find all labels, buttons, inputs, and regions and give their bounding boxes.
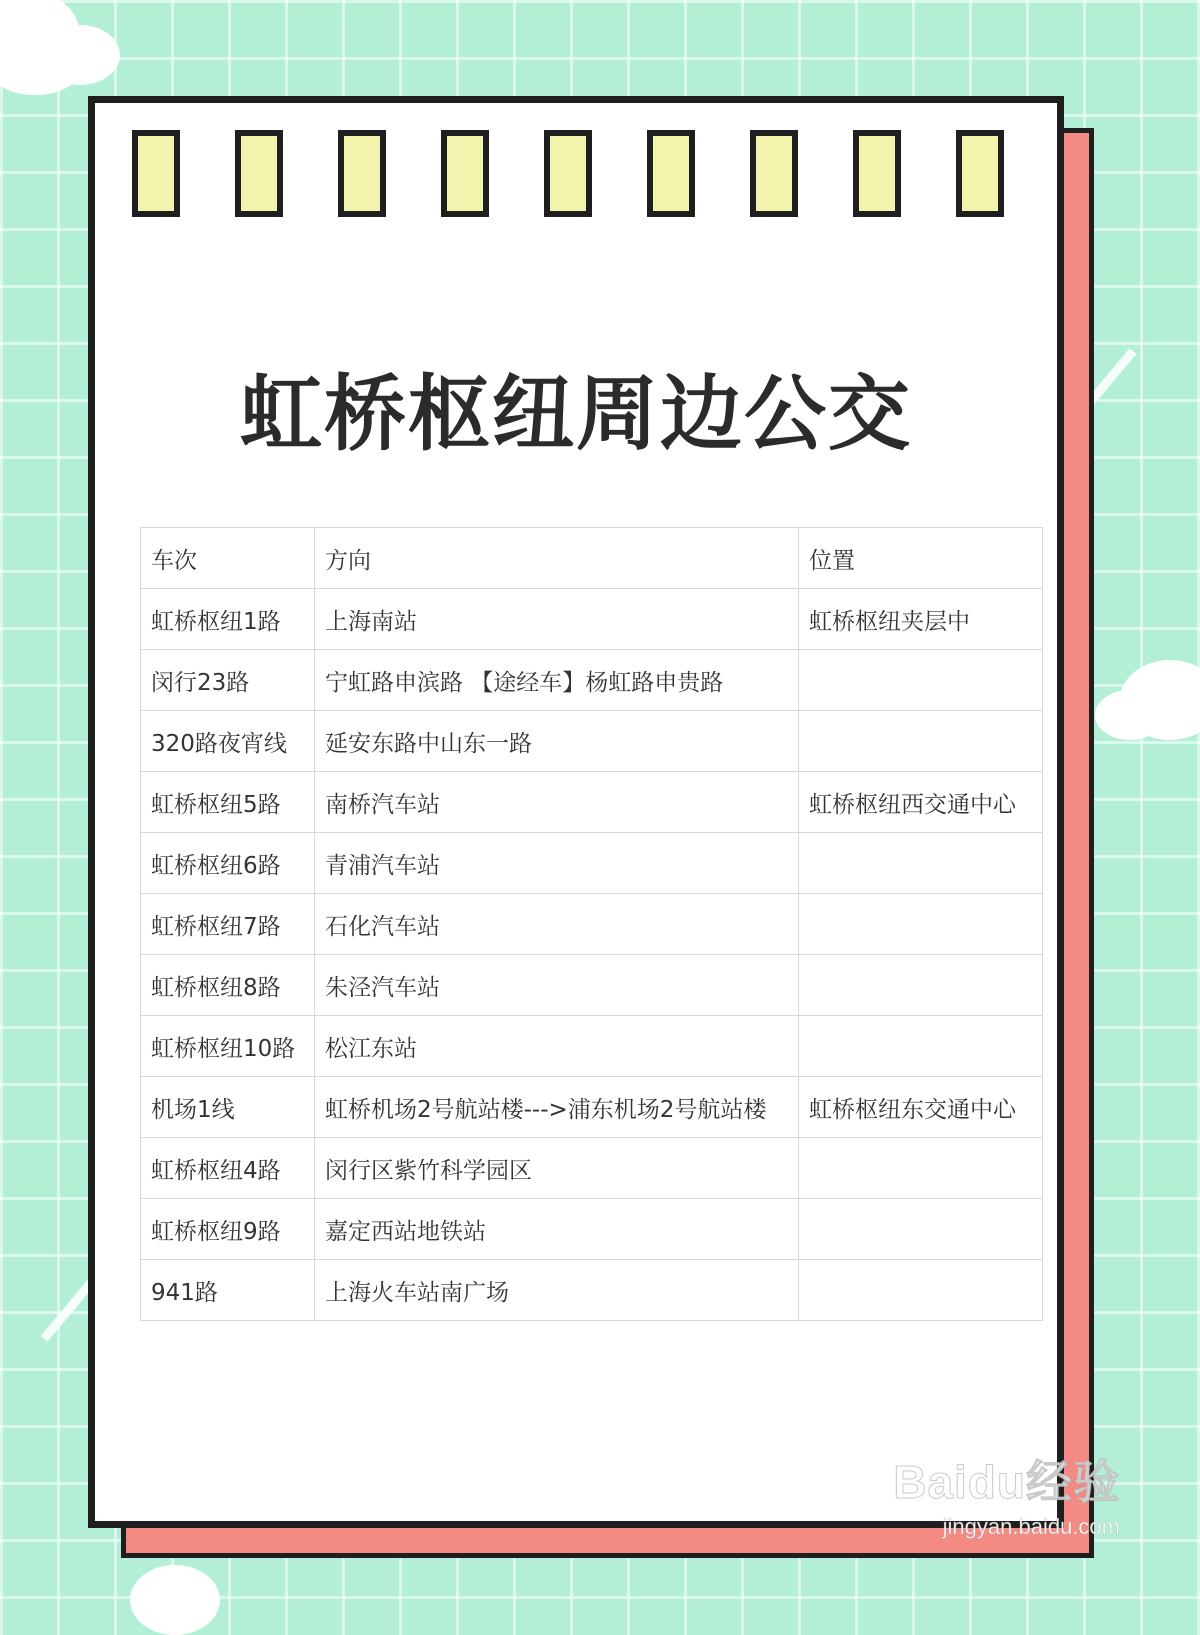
route-cell: 320路夜宵线 — [141, 711, 315, 772]
table-row — [141, 894, 1043, 955]
location-cell — [799, 1199, 1043, 1260]
location-cell — [799, 955, 1043, 1016]
binder-ring — [338, 130, 386, 217]
location-cell — [799, 650, 1043, 711]
direction-cell: 南桥汽车站 — [315, 772, 799, 833]
binder-ring — [544, 130, 592, 217]
route-cell: 虹桥枢纽7路 — [141, 894, 315, 955]
table-header-row — [141, 528, 1043, 589]
baidu-watermark — [893, 1446, 1120, 1540]
table-row — [141, 772, 1043, 833]
location-cell — [799, 711, 1043, 772]
table-row — [141, 833, 1043, 894]
binder-ring — [853, 130, 901, 217]
location-cell — [799, 1016, 1043, 1077]
table-row — [141, 1016, 1043, 1077]
route-cell: 虹桥枢纽10路 — [141, 1016, 315, 1077]
binder-ring — [132, 130, 180, 217]
table-row — [141, 1138, 1043, 1199]
table-row — [141, 589, 1043, 650]
direction-cell: 嘉定西站地铁站 — [315, 1199, 799, 1260]
location-cell — [799, 894, 1043, 955]
table-row — [141, 1199, 1043, 1260]
direction-cell: 青浦汽车站 — [315, 833, 799, 894]
route-cell: 虹桥枢纽9路 — [141, 1199, 315, 1260]
binder-ring — [647, 130, 695, 217]
binder-ring — [235, 130, 283, 217]
binder-ring — [956, 130, 1004, 217]
route-cell: 941路 — [141, 1260, 315, 1321]
watermark-brand: Baidu经验 — [893, 1456, 1120, 1508]
page-title: 虹桥枢纽周边公交 — [239, 367, 912, 462]
table-row — [141, 650, 1043, 711]
direction-cell: 延安东路中山东一路 — [315, 711, 799, 772]
direction-cell: 石化汽车站 — [315, 894, 799, 955]
direction-cell: 闵行区紫竹科学园区 — [315, 1138, 799, 1199]
direction-cell: 上海南站 — [315, 589, 799, 650]
notebook-page — [88, 96, 1064, 1528]
location-cell — [799, 1260, 1043, 1321]
watermark-url: jingyan.baidu.com — [942, 1514, 1120, 1539]
table-row — [141, 1260, 1043, 1321]
direction-cell: 虹桥机场2号航站楼--->浦东机场2号航站楼 — [315, 1077, 799, 1138]
location-cell: 虹桥枢纽东交通中心 — [799, 1077, 1043, 1138]
direction-cell: 朱泾汽车站 — [315, 955, 799, 1016]
header-cell-route: 车次 — [141, 528, 315, 589]
direction-cell: 上海火车站南广场 — [315, 1260, 799, 1321]
route-cell: 机场1线 — [141, 1077, 315, 1138]
route-cell: 虹桥枢纽8路 — [141, 955, 315, 1016]
header-cell-location: 位置 — [799, 528, 1043, 589]
binder-ring — [750, 130, 798, 217]
location-cell: 虹桥枢纽夹层中 — [799, 589, 1043, 650]
route-cell: 虹桥枢纽5路 — [141, 772, 315, 833]
table-row — [141, 711, 1043, 772]
location-cell — [799, 833, 1043, 894]
route-cell: 虹桥枢纽1路 — [141, 589, 315, 650]
route-cell: 虹桥枢纽6路 — [141, 833, 315, 894]
table-row — [141, 955, 1043, 1016]
binder-ring — [441, 130, 489, 217]
direction-cell: 松江东站 — [315, 1016, 799, 1077]
location-cell — [799, 1138, 1043, 1199]
table-row — [141, 1077, 1043, 1138]
header-cell-direction: 方向 — [315, 528, 799, 589]
route-cell: 虹桥枢纽4路 — [141, 1138, 315, 1199]
route-cell: 闵行23路 — [141, 650, 315, 711]
location-cell: 虹桥枢纽西交通中心 — [799, 772, 1043, 833]
direction-cell: 宁虹路申滨路 【途经车】杨虹路申贵路 — [315, 650, 799, 711]
bus-table — [140, 527, 1043, 1321]
